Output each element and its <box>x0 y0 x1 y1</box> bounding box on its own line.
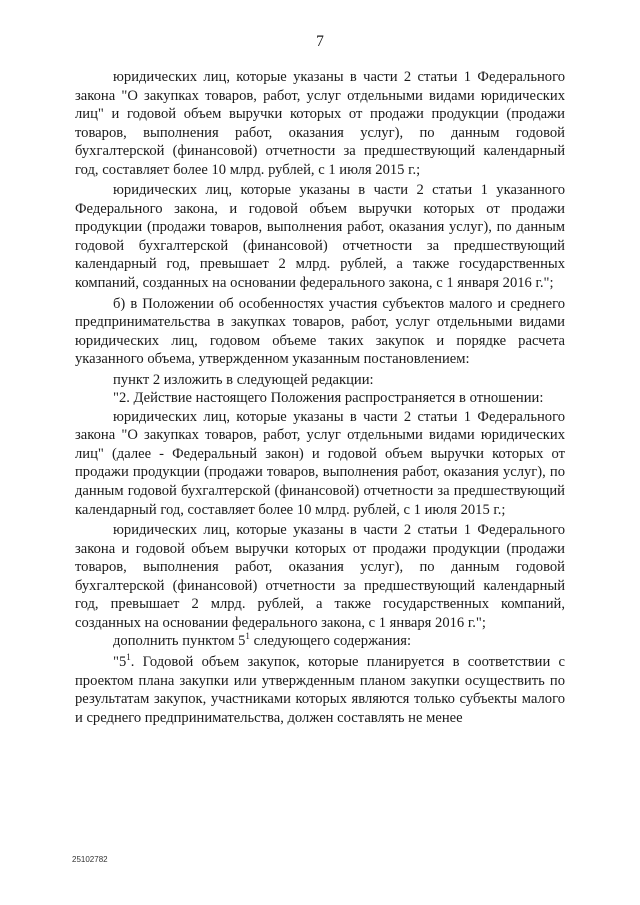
document-code: 25102782 <box>72 855 108 864</box>
text-run: следующего содержания: <box>249 633 412 650</box>
superscript: 1 <box>245 631 250 642</box>
paragraph: "2. Действие настоящего Положения распространяется в отношении: <box>113 390 544 407</box>
paragraph: б) в Положении об особенностях участия субъектов малого и среднего предпринимательства в закупках товаров, работ, услуг отдельными видами юридических лиц, годовом объеме таких закупок и порядке расчета указанного объема, утвержденном указанным постановлением: <box>75 295 565 368</box>
paragraph-supplement-intro <box>75 632 565 651</box>
paragraph: юридических лиц, которые указаны в части 2 статьи 1 Федерального закона "О закупках товаров, работ, услуг отдельными видами юридических лиц" (далее - Федеральный закон) и годовой объем выручки которых от продажи продукции (продажи товаров, выполнения работ, оказания услуг), по данным годовой бухгалтерской (финансовой) отчетности за предшествующий календарный год, составляет более 10 млрд. рублей, с 1 июля 2015 г.; <box>75 408 565 518</box>
paragraph: пункт 2 изложить в следующей редакции: <box>113 371 374 388</box>
paragraph-item-5-1 <box>75 653 565 727</box>
paragraph: юридических лиц, которые указаны в части 2 статьи 1 Федерального закона и годовой объем выручки которых от продажи продукции (продажи товаров, выполнения работ, оказания услуг), по данным годовой бухгалтерской (финансовой) отчетности за предшествующий календарный год, превышает 2 млрд. рублей, а также государственных компаний, созданных на основании федерального закона, с 1 января 2016 г."; <box>75 522 565 631</box>
document-body <box>75 68 565 727</box>
page-number: 7 <box>316 33 324 50</box>
paragraph: юридических лиц, которые указаны в части 2 статьи 1 Федерального закона "О закупках товаров, работ, услуг отдельными видами юридических лиц" и годовой объем выручки которых от продажи продукции (продажи товаров, выполнения работ, оказания услуг), по данным годовой бухгалтерской (финансовой) отчетности за предшествующий календарный год, составляет более 10 млрд. рублей, с 1 июля 2015 г.; <box>75 69 565 178</box>
text-run: "5 <box>113 653 127 670</box>
text-run: . Годовой объем закупок, которые планируется в соответствии с проектом плана закупки или утвержденным планом закупки осуществить по результатам закупок, участниками которых являются только субъекты малого и среднего предпринимательства, должен составлять не менее <box>75 653 565 726</box>
superscript: 1 <box>126 652 131 663</box>
paragraph: юридических лиц, которые указаны в части 2 статьи 1 указанного Федерального закона, и годовой объем выручки которых от продажи продукции (продажи товаров, выполнения работ, оказания услуг), по данным годовой бухгалтерской (финансовой) отчетности за предшествующий календарный год, превышает 2 млрд. рублей, а также государственных компаний, созданных на основании федерального закона, с 1 января 2016 г."; <box>75 182 565 292</box>
text-run: дополнить пунктом 5 <box>113 633 246 650</box>
